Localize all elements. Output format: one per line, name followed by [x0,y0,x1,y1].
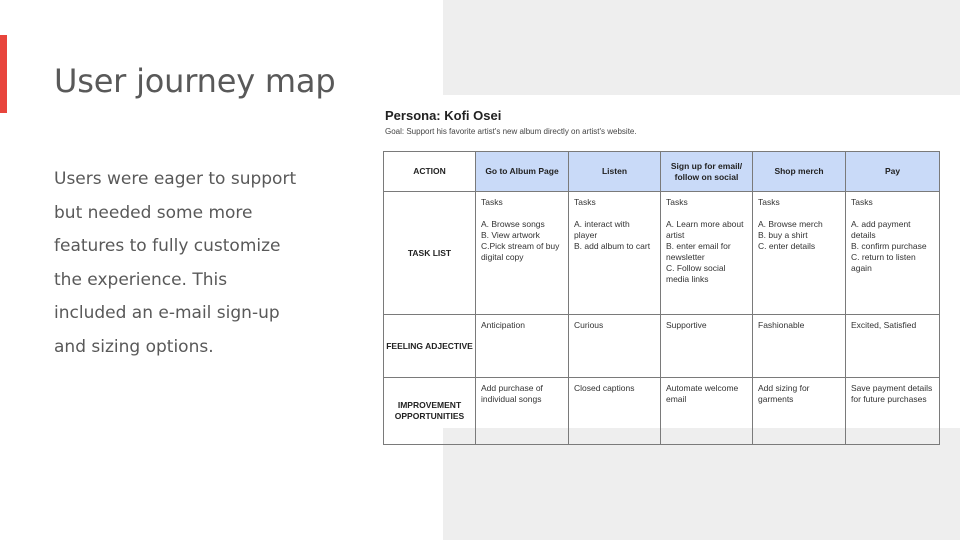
journey-map-table [383,151,940,445]
improvement-cell: Add purchase of individual songs [476,378,569,445]
spacer [666,208,747,219]
improvement-cell: Closed captions [569,378,661,445]
slide-body-text: Users were eager to support but needed some more features to fully customize the experience. This included an e-mail sign-up and sizing options. [54,169,297,357]
task-item: B. enter email for newsletter [666,241,731,262]
task-cell [476,192,569,315]
column-header: Go to Album Page [476,152,569,192]
task-heading: Tasks [851,197,873,207]
task-item: A. Browse merch [758,219,823,229]
background-panel-top [443,0,960,95]
feeling-adjective-row [384,315,940,378]
task-item: B. add album to cart [574,241,651,251]
improvement-cell: Add sizing for garments [753,378,846,445]
task-item: B. confirm purchase [851,241,927,251]
spacer [574,208,655,219]
spacer [758,208,840,219]
task-item: B. View artwork [481,230,540,240]
task-item: A. Learn more about artist [666,219,744,240]
task-item: A. add payment details [851,219,911,240]
feeling-cell: Fashionable [753,315,846,378]
task-item: B. buy a shirt [758,230,808,240]
improvement-cell: Automate welcome email [661,378,753,445]
task-item: A. interact with player [574,219,630,240]
task-cell [661,192,753,315]
feeling-cell: Excited, Satisfied [846,315,940,378]
improvement-cell: Save payment details for future purchases [846,378,940,445]
task-heading: Tasks [481,197,503,207]
row-label: TASK LIST [384,192,476,315]
accent-bar [0,35,7,113]
column-header: Pay [846,152,940,192]
slide-title: User journey map [54,62,336,100]
task-heading: Tasks [666,197,688,207]
improvement-row [384,378,940,445]
task-item: A. Browse songs [481,219,545,229]
task-item: C. return to listen again [851,252,916,273]
task-heading: Tasks [574,197,596,207]
spacer [851,208,934,219]
task-item: C.Pick stream of buy digital copy [481,241,560,262]
row-label: FEELING ADJECTIVE [384,315,476,378]
task-cell [846,192,940,315]
task-heading: Tasks [758,197,780,207]
column-header: Shop merch [753,152,846,192]
task-list-row [384,192,940,315]
header-corner: ACTION [384,152,476,192]
task-item: C. Follow social media links [666,263,726,284]
task-cell [569,192,661,315]
task-cell [753,192,846,315]
column-header: Listen [569,152,661,192]
feeling-cell: Supportive [661,315,753,378]
row-label: IMPROVEMENT OPPORTUNITIES [384,378,476,445]
feeling-cell: Curious [569,315,661,378]
journey-map-image [380,96,946,428]
spacer [481,208,563,219]
feeling-cell: Anticipation [476,315,569,378]
column-header: Sign up for email/ follow on social [661,152,753,192]
header-row [384,152,940,192]
task-item: C. enter details [758,241,816,251]
persona-title: Persona: Kofi Osei [385,108,502,123]
persona-goal: Goal: Support his favorite artist's new album directly on artist's website. [385,127,637,136]
